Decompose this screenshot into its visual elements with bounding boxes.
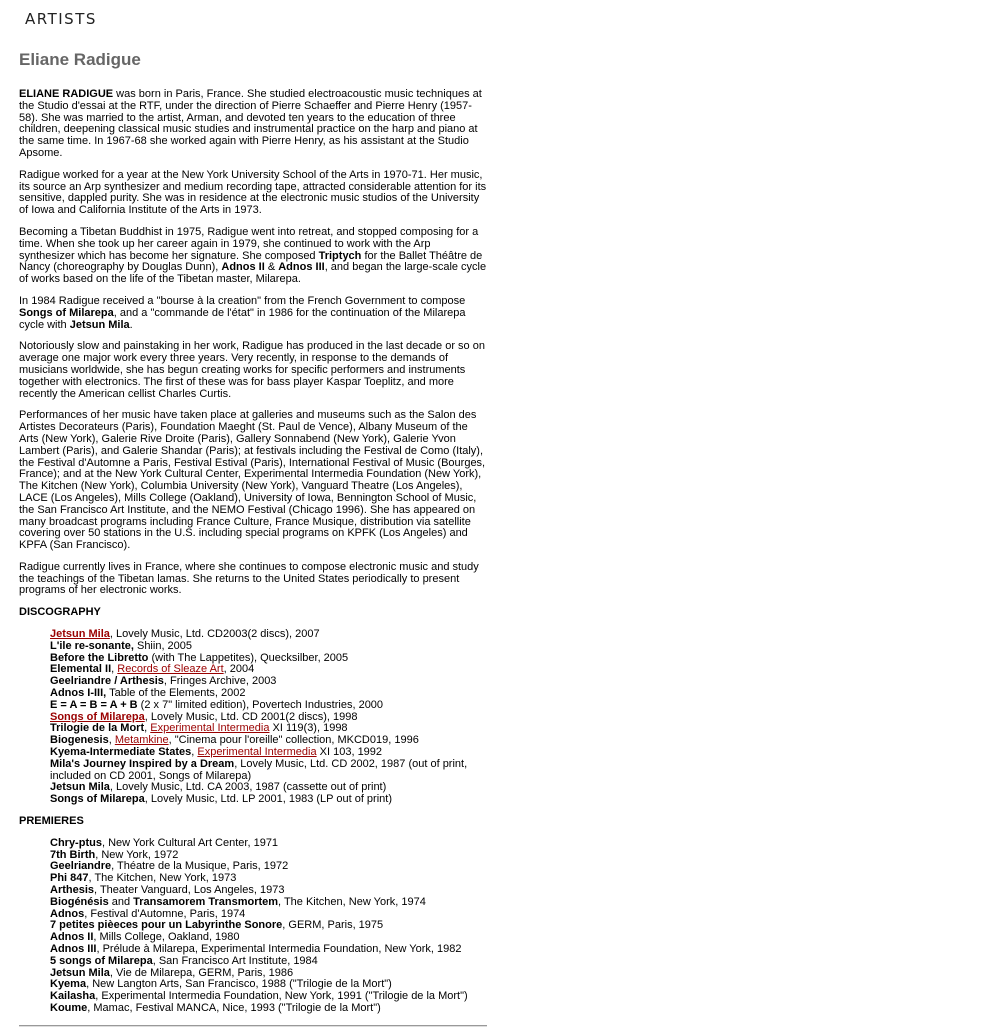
- bio-text: was born in Paris, France. She studied electroacoustic music techniques at the Studio d'essai at the RTF, under the direction of Pierre Schaeffer and Pierre Henry (1957-58). She was married to the artist, Arman, and devoted ten years to the education of three children, deepening classical music studies and instrumental practice on the harp and piano at the same time. In 1967-68 she worked again with Pierre Henry, as his assistant at the Studio Apsome.: [19, 88, 482, 159]
- album-title: Before the Libretto: [50, 651, 149, 664]
- work-title: Songs of Milarepa: [19, 306, 114, 319]
- album-title: Jetsun Mila: [50, 781, 110, 794]
- discography-item: [50, 794, 487, 806]
- premiere-details: , Experimental Intermedia Foundation, New York, 1991 ("Trilogie de la Mort"): [95, 990, 468, 1003]
- premieres-list: [19, 838, 487, 1015]
- bio-paragraph: Notoriously slow and painstaking in her work, Radigue has produced in the last decade or so on average one major work every three years. Very recently, in response to the demands of musicians worldwide, she has begun creating works for specific performers and instruments together with electronics. The first of these was for bass player Kaspar Toeplitz, and more recently the American cellist Charles Curtis.: [19, 340, 485, 400]
- work-title: Kyema: [50, 978, 87, 991]
- separator: ,: [111, 663, 118, 676]
- album-title: Biogenesis: [50, 734, 109, 747]
- work-title: Biogénésis: [50, 895, 109, 908]
- work-title: Jetsun Mila: [50, 966, 110, 979]
- bio-paragraph: Performances of her music have taken place at galleries and museums such as the Salon des Artistes Decorateurs (Paris), Foundation Maeght (St. Paul de Vence), Albany Museum of the Arts (New York), Galerie Rive Droite (Paris), Gallery Sonnabend (New York), Galerie Yvon Lambert (Paris), and Galerie Shandar (Paris); at festivals including the Festival de Como (Italy), the Festival d'Automne a Paris, Festival Estival (Paris), International Festival of Music (Bourges, France); and at the New York Cultural Center, Experimental Intermedia Foundation (New York), The Kitchen (New York), Columbia University (New York), Vanguard Theatre (Los Angeles), LACE (Los Angeles), Mills College (Oakland), University of Iowa, Bennington School of Music, the San Francisco Art Institute, and the NEMO Festival (Chicago 1996). She has appeared on many broadcast programs including France Culture, France Musique, distribution via satellite covering over 50 stations in the U.S. including special programs on KPFK (Los Angeles) and KPFA (San Francisco).: [19, 409, 486, 552]
- discography-heading: DISCOGRAPHY: [19, 606, 101, 619]
- work-title: Adnos III: [50, 943, 97, 955]
- premiere-item: [50, 1003, 487, 1015]
- premiere-details: , Festival d'Automne, Paris, 1974: [84, 907, 246, 920]
- bio-text: In 1984 Radigue received a "bourse à la creation" from the French Government to compose: [19, 294, 466, 307]
- album-details: , Lovely Music, Ltd. LP 2001, 1983 (LP out of print): [144, 793, 392, 806]
- bio-paragraph: Radigue worked for a year at the New York University School of the Arts in 1970-71. Her music, its source an Arp synthesizer and medium recording tape, attracted considerable attention for its sensitive, dappled purity. She was in residence at the electronic music studios of the University of Iowa and California Institute of the Arts in 1973.: [19, 168, 487, 217]
- work-title: Adnos: [50, 907, 85, 920]
- bio-text: &: [264, 261, 279, 274]
- work-title: Geelriandre: [50, 860, 112, 873]
- premiere-details: , Prélude à Milarepa, Experimental Intermedia Foundation, New York, 1982: [96, 943, 462, 955]
- premiere-details: , The Kitchen, New York, 1974: [278, 895, 426, 908]
- album-details: , 2004: [223, 663, 255, 676]
- main-content: [19, 49, 487, 1027]
- album-details: , "Cinema pour l'oreille" collection, MKCD019, 1996: [168, 734, 419, 747]
- label-link[interactable]: Experimental Intermedia: [197, 746, 317, 759]
- work-title: Adnos II: [50, 931, 94, 944]
- premiere-details: , Mills College, Oakland, 1980: [93, 931, 240, 944]
- album-title: Songs of Milarepa: [50, 793, 145, 806]
- bio-text: .: [129, 318, 133, 331]
- work-title: 5 songs of Milarepa: [50, 954, 153, 967]
- bio-text: , and began the large-scale cycle of works based on the life of the Tibetan master, Milarepa.: [19, 261, 487, 286]
- work-title: Transamorem Transmortem: [133, 895, 279, 908]
- album-details: Table of the Elements, 2002: [106, 687, 246, 700]
- work-title: Adnos III: [278, 261, 325, 274]
- premiere-details: , GERM, Paris, 1975: [282, 919, 384, 932]
- premiere-details: , New York Cultural Art Center, 1971: [101, 836, 279, 849]
- work-title: Koume: [50, 1001, 88, 1014]
- bio-paragraph: [19, 89, 487, 160]
- site-logo[interactable]: ARTISTS: [25, 10, 97, 28]
- album-details: , Lovely Music, Ltd. CD 2001(2 discs), 1998: [144, 710, 358, 723]
- label-link[interactable]: Experimental Intermedia: [150, 722, 270, 735]
- discography-list: [19, 629, 487, 806]
- artist-name: ELIANE RADIGUE: [19, 88, 114, 100]
- premiere-details: , Mamac, Festival MANCA, Nice, 1993 ("Trilogie de la Mort"): [87, 1001, 381, 1014]
- album-title: E = A = B = A + B: [50, 698, 138, 711]
- album-title: Geelriandre / Arthesis: [50, 675, 164, 688]
- bio-paragraph: [19, 227, 487, 286]
- album-details: , Lovely Music, Ltd. CD 2002, 1987 (out of print, included on CD 2001, Songs of Milarepa): [50, 757, 468, 782]
- album-details: Shiin, 2005: [133, 639, 193, 652]
- work-title: 7 petites pièeces pour un Labyrinthe Sonore: [50, 919, 283, 932]
- album-details: XI 119(3), 1998: [269, 722, 348, 735]
- premiere-details: , New Langton Arts, San Francisco, 1988 ("Trilogie de la Mort"): [86, 978, 392, 991]
- separator: ,: [144, 722, 151, 735]
- premiere-details: , Theater Vanguard, Los Angeles, 1973: [94, 884, 285, 897]
- bio-text: , and a "commande de l'état" in 1986 for the continuation of the Milarepa cycle with: [19, 306, 466, 331]
- album-title: L'ile re-sonante,: [50, 639, 134, 652]
- separator: ,: [191, 746, 198, 759]
- premiere-details: , Vie de Milarepa, GERM, Paris, 1986: [109, 966, 294, 979]
- album-title: Elemental II: [50, 663, 112, 676]
- album-title: Mila's Journey Inspired by a Dream: [50, 757, 235, 770]
- work-title: Phi 847: [50, 872, 89, 885]
- work-title: Arthesis: [50, 884, 95, 897]
- album-details: (with The Lappetites), Quecksilber, 2005: [148, 651, 349, 664]
- album-details: , Fringes Archive, 2003: [163, 675, 277, 688]
- work-title: Jetsun Mila: [69, 318, 130, 331]
- album-details: (2 x 7" limited edition), Povertech Industries, 2000: [137, 698, 384, 711]
- premiere-details: , The Kitchen, New York, 1973: [88, 872, 237, 885]
- premiere-details: , New York, 1972: [95, 848, 179, 861]
- conjunction: and: [108, 895, 134, 908]
- work-title: 7th Birth: [50, 848, 96, 861]
- album-details: XI 103, 1992: [316, 746, 383, 759]
- premiere-details: , San Francisco Art Institute, 1984: [152, 954, 318, 967]
- work-title: Chry-ptus: [50, 836, 102, 849]
- album-details: , Lovely Music, Ltd. CD2003(2 discs), 2007: [109, 628, 320, 641]
- separator: ,: [108, 734, 115, 747]
- album-details: , Lovely Music, Ltd. CA 2003, 1987 (cassette out of print): [109, 781, 387, 794]
- bio-text: for the Ballet Théâtre de Nancy (choreography by Douglas Dunn),: [19, 249, 483, 274]
- footer-divider: [19, 1025, 487, 1027]
- premieres-heading: PREMIERES: [19, 815, 84, 828]
- bio-paragraph: Radigue currently lives in France, where she continues to compose electronic music and study the teachings of the Tibetan lamas. She returns to the United States periodically to present programs of her electronic works.: [19, 560, 479, 597]
- album-link[interactable]: Songs of Milarepa: [50, 710, 145, 723]
- album-link[interactable]: Jetsun Mila: [50, 628, 110, 641]
- work-title: Triptych: [318, 249, 362, 262]
- page-title: Eliane Radigue: [19, 50, 141, 69]
- album-title: Kyema-Intermediate States: [50, 746, 192, 759]
- bio-text: Becoming a Tibetan Buddhist in 1975, Radigue went into retreat, and stopped composing for a time. When she took up her career again in 1979, she continued to work with the Arp synthesizer which has become her signature. She composed: [19, 225, 479, 262]
- album-title: Adnos I-III,: [50, 687, 107, 700]
- premiere-details: , Théatre de la Musique, Paris, 1972: [111, 860, 289, 873]
- album-title: Trilogie de la Mort: [50, 722, 145, 735]
- bio-paragraph: [19, 296, 487, 331]
- discography-item: [50, 759, 487, 783]
- label-link[interactable]: Metamkine: [114, 734, 169, 747]
- work-title: Adnos II: [221, 261, 265, 274]
- work-title: Kailasha: [50, 990, 96, 1003]
- label-link[interactable]: Records of Sleaze Art: [117, 663, 224, 676]
